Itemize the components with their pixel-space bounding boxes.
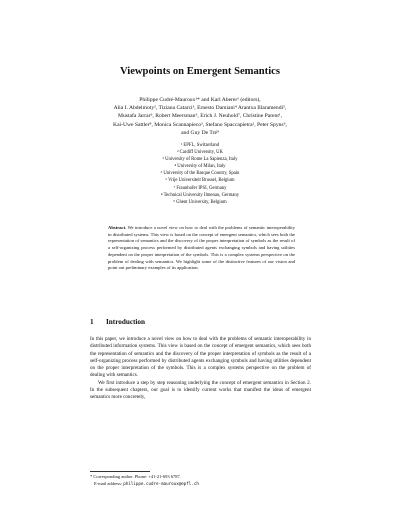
abstract	[108, 225, 295, 272]
author-list	[40, 96, 360, 137]
affiliation: ⁵ University of the Basque Country, Spain	[160, 171, 240, 177]
author-line: and Guy De Tré⁹	[181, 129, 219, 136]
paper-title: Viewpoints on Emergent Semantics	[120, 66, 280, 77]
section-title: Introduction	[106, 318, 146, 326]
footnote-email-label: E-mail address:	[94, 480, 123, 486]
section-number: 1	[90, 318, 94, 326]
affiliation: ⁷ Fraunhofer IPSI, Germany	[173, 185, 227, 191]
author-line: Kai-Uwe Sattler⁸, Monica Scannapieco³, Stefano Spaccapietra¹, Peter Spyns⁶,	[113, 121, 287, 128]
body-text	[90, 336, 311, 402]
affiliation-list	[80, 142, 320, 206]
affiliation: ⁹ Ghent University, Belgium	[173, 199, 227, 205]
footnote-corresponding-author: * Corresponding author. Phone: +41-21-693 6787.	[90, 474, 181, 479]
author-line: Mustafa Jarrar⁶, Robert Meersman⁶, Erich J. Neuhold⁷, Christine Parent¹,	[118, 113, 282, 120]
affiliation: ⁸ Technical University Ilmenau, Germany	[160, 192, 240, 198]
paragraph: In this paper, we introduce a novel view on how to deal with the problems of semantic interoperability in distributed information systems. This view is based on the concept of emergent semantics, which sees both the representation of semantics and the discovery of the proper interpretation of symbols as the result of a self-organizing process performed by distributed agents exchanging symbols and having utilities dependent on the proper interpretation of the symbols. This is a complex systems perspective on the problem of dealing with semantics.	[90, 336, 311, 379]
affiliation: ³ University of Rome La Sapienza, Italy	[162, 157, 238, 163]
affiliation: ⁶ Vrije Universiteit Brussel, Belgium	[165, 178, 235, 184]
author-line: Alia I. Abdelmoty², Tiziana Catarci³, Ernesto Damiani⁴ Arantxa Illaramendi⁵,	[113, 105, 287, 112]
footnote-divider	[90, 471, 150, 472]
author-line: Philippe Cudré-Mauroux¹* and Karl Aberer¹ (editors),	[139, 97, 261, 103]
paragraph: We first introduce a step by step reasoning underlying the concept of emergent semantics in Section 2. In the subsequent chapters, our goal is to identify current works that manifest the ideas of emergent semantics more concretely,	[90, 379, 311, 401]
abstract-text: We introduce a novel view on how to deal with the problems of semantic interoperability in distributed systems. This view is based on the concept of emergent semantics, which sees both the representation of semantics and the discovery of the proper interpretation of symbols as the result of a self-organizing process performed by distributed agents exchanging symbols and having utilities dependent on the proper interpretation of the symbols. This is a complex systems perspective on the problem of dealing with semantics. We highlight some of the distinctive features of our vision and point out preliminary examples of its application.	[108, 225, 295, 271]
footnote-email-line	[90, 481, 311, 488]
affiliation: ⁴ University of Milan, Italy	[174, 164, 226, 170]
section-heading	[90, 318, 145, 326]
affiliation: ² Cardiff University, UK	[177, 150, 223, 156]
abstract-label: Abstract.	[108, 225, 127, 230]
footnote-email[interactable]: philippe.cudre-mauroux@epfl.ch	[123, 480, 199, 486]
affiliation: ¹ EPFL, Switzerland	[180, 143, 220, 148]
footnote	[90, 474, 311, 487]
